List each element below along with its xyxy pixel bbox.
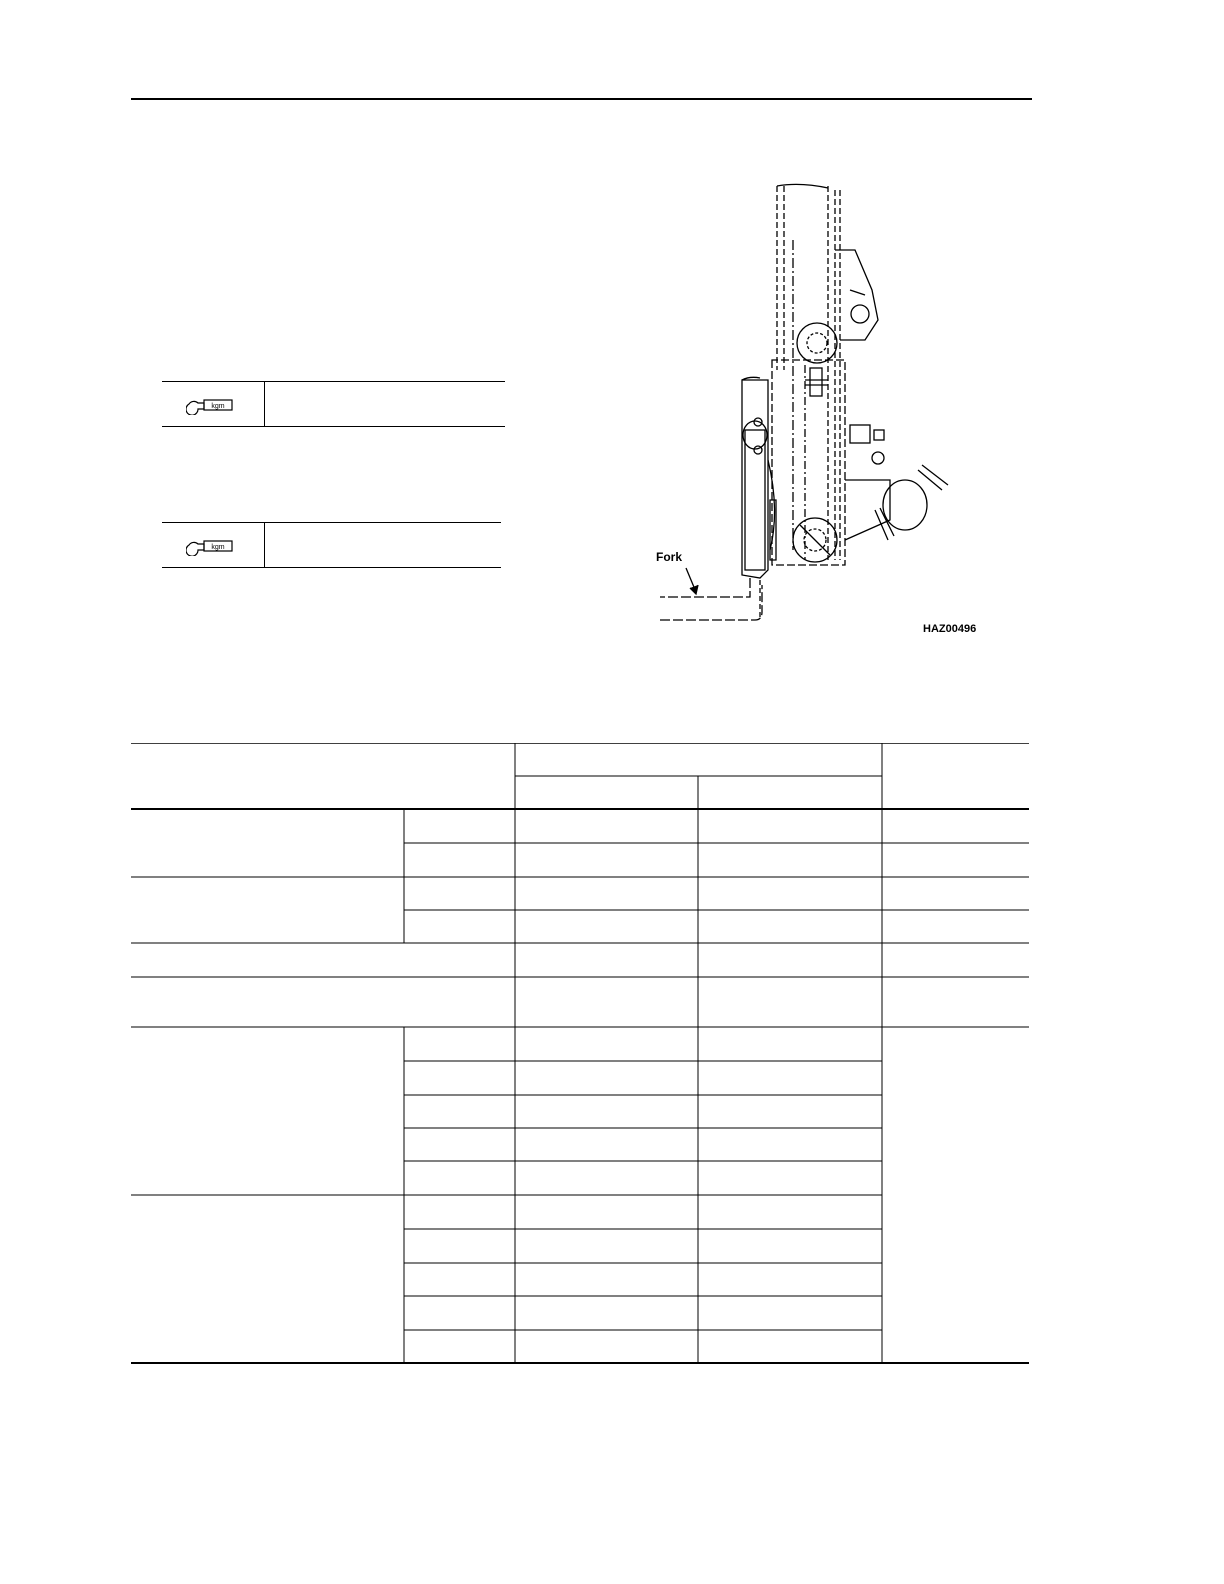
fork-callout-label: Fork bbox=[656, 550, 683, 564]
torque-icon-cell bbox=[162, 382, 265, 426]
torque-icon-cell bbox=[162, 523, 265, 567]
torque-spec-box bbox=[162, 522, 501, 568]
mast-carriage-drawing bbox=[650, 180, 990, 645]
table-grid bbox=[131, 743, 1029, 1364]
carriage-illustration bbox=[650, 180, 990, 645]
specification-table bbox=[131, 743, 1029, 1364]
torque-spec-box bbox=[162, 381, 505, 427]
figure-id: HAZ00496 bbox=[923, 623, 977, 635]
torque-wrench-icon bbox=[186, 536, 236, 556]
torque-wrench-icon bbox=[186, 395, 236, 415]
header-rule bbox=[131, 98, 1032, 100]
unit-label: kgm bbox=[211, 403, 225, 410]
unit-label: kgm bbox=[211, 544, 225, 551]
